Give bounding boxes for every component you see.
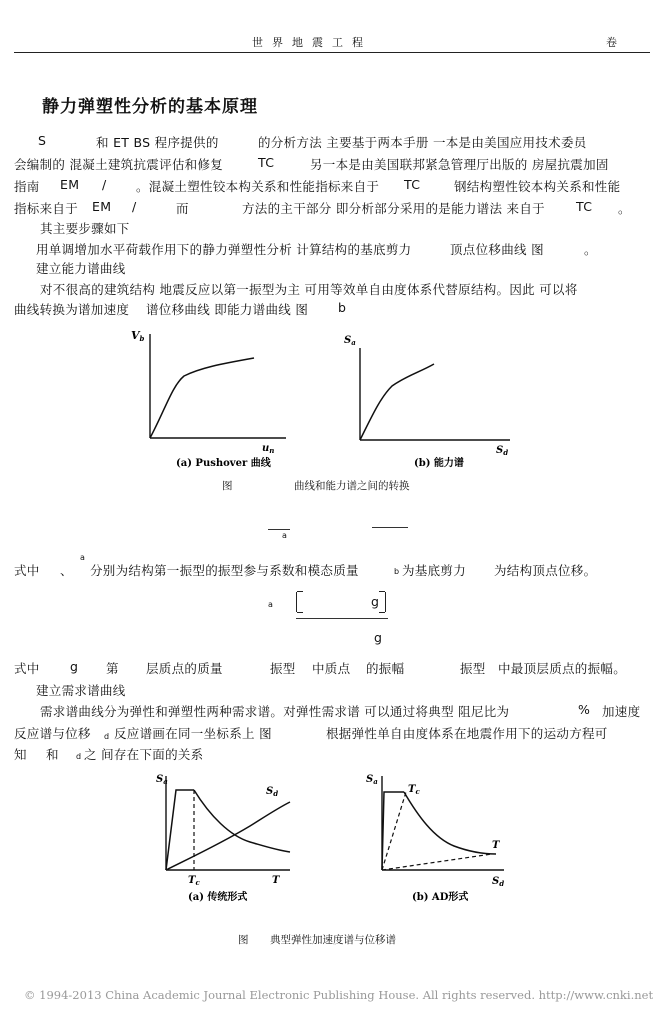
volume-label: 卷: [606, 36, 617, 49]
text-know: 知: [14, 747, 27, 762]
text-accel: 加速度: [602, 704, 641, 719]
text-di: 第: [106, 661, 119, 676]
text-and: 而: [176, 201, 189, 216]
text-p5-l2c: 根据弹性单自由度体系在地震作用下的运动方程可: [326, 726, 608, 741]
un-label: $u_n$: [262, 443, 275, 455]
sa-label: $S_a$: [156, 774, 168, 786]
sa-curve: [194, 790, 290, 852]
vb-label: Vb: [131, 329, 145, 343]
sd-curve: [166, 802, 290, 870]
text-p5-l2b: 反应谱画在同一坐标系上 图: [114, 726, 272, 741]
text-where: 式中: [14, 563, 40, 578]
sd-curve-label: $S_d$: [266, 786, 279, 798]
text-mass: 层质点的质量: [146, 661, 223, 676]
tc-period-line: [382, 792, 406, 870]
sa-label: $S_a$: [344, 335, 356, 347]
text-from: 指标来自于: [14, 201, 79, 216]
text-g: g: [70, 659, 79, 674]
running-header: 世界地震工程: [252, 36, 372, 49]
t-label: T: [492, 840, 500, 851]
text-comma: 、: [60, 563, 73, 578]
text-where: 式中: [14, 661, 40, 676]
text-p2-l1: 对不很高的建筑结构 地震反应以第一振型为主 可用等效单自由度体系代替原结构。因此 可以将: [40, 282, 578, 297]
text-mode: 振型: [270, 661, 296, 676]
figure-1b-capacity-spectrum: [344, 335, 510, 469]
bracket-right: [379, 591, 385, 613]
figure-2: [100, 766, 530, 916]
text-relation: 之 间存在下面的关系: [84, 747, 204, 762]
text-method: 的分析方法 主要基于两本手册 一本是由美国应用技术委员: [258, 135, 587, 150]
fraction-bar: [372, 527, 408, 528]
figure-1: [120, 320, 540, 480]
text-percent: %: [578, 702, 591, 717]
eq-subscript: a: [282, 531, 287, 540]
caption-text: 典型弹性加速度谱与位移谱: [270, 934, 396, 946]
text-top-amplitude: 中最顶层质点的振幅。: [498, 661, 627, 676]
tc-label: $T_c$: [188, 875, 200, 887]
text-sub-d: d: [104, 732, 110, 741]
eq-g-num: g: [371, 594, 380, 609]
figure-2b-ad-form: [366, 774, 504, 903]
bracket-left: [297, 591, 303, 613]
caption-fig: 图: [238, 934, 249, 946]
text-etabs: 和 ET BS 程序提供的: [96, 135, 219, 150]
ad-plateau: [382, 792, 404, 870]
text-slash: /: [102, 177, 107, 192]
text-base-shear: 为基底剪力: [402, 563, 467, 578]
text-s: S: [38, 133, 47, 148]
sd-label: $S_d$: [492, 876, 505, 888]
text-mode: 振型: [460, 661, 486, 676]
figure-1a-pushover-curve: [131, 329, 286, 469]
text-tc: TC: [576, 199, 593, 214]
figure-2b-caption: (b) AD形式: [412, 892, 469, 903]
text-period: 。: [584, 242, 597, 257]
copyright-footer: © 1994-2013 China Academic Journal Electronic Publishing House. All rights reserved. http://www.cnki.net: [24, 988, 654, 1002]
sd-label: $S_d$: [496, 445, 509, 457]
caption-fig: 图: [222, 480, 233, 492]
text-guide: 指南: [14, 179, 40, 194]
text-tc: TC: [258, 155, 275, 170]
t-label: T: [272, 875, 280, 886]
tc-label: $T_c$: [408, 784, 420, 796]
header-rule: [14, 52, 650, 53]
text-p5-l1a: 需求谱曲线分为弹性和弹塑性两种需求谱。对弹性需求谱 可以通过将典型 阻尼比为: [40, 704, 510, 719]
text-p5-l2a: 反应谱与位移: [14, 726, 91, 741]
text-capacity-spectrum: 方法的主干部分 即分析部分采用的是能力谱法 来自于: [242, 201, 545, 216]
steps-intro: 其主要步骤如下: [40, 221, 130, 236]
capacity-curve: [360, 364, 434, 440]
text-p2-l2a: 曲线转换为谱加速度: [14, 302, 130, 317]
text-point: 中质点: [312, 661, 351, 676]
text-fema-manual: 另一本是由美国联邦紧急管理厅出版的 房屋抗震加固: [310, 157, 609, 172]
text-amplitude: 的振幅: [366, 661, 405, 676]
text-sub-a: a: [80, 553, 85, 562]
bracket: [296, 592, 386, 612]
text-sub-d: d: [76, 752, 82, 761]
figure-1b-caption: (b) 能力谱: [414, 458, 464, 469]
figure-1a-caption: (a) Pushover 曲线: [176, 458, 271, 469]
section-title: 静力弹塑性分析的基本原理: [42, 97, 258, 117]
text-sub-b: b: [394, 567, 400, 576]
caption-text: 曲线和能力谱之间的转换: [294, 480, 410, 492]
fraction-bar: [296, 618, 388, 619]
text-steel-hinge: 钢结构塑性铰本构关系和性能: [454, 179, 621, 194]
eq-subscript: a: [268, 600, 273, 609]
text-participation: 分别为结构第一振型的振型参与系数和模态质量: [90, 563, 359, 578]
step-3-heading: 建立需求谱曲线: [36, 683, 126, 698]
text-p2-l2c: b: [338, 300, 347, 315]
t-period-line: [382, 854, 492, 870]
text-roof-disp: 为结构顶点位移。: [494, 563, 597, 578]
figure-2a-conventional-form: [156, 774, 290, 903]
step-2-heading: 建立能力谱曲线: [36, 261, 126, 276]
fraction-bar: [268, 529, 290, 530]
text-atc-manual: 会编制的 混凝土建筑抗震评估和修复: [14, 157, 224, 172]
text-slash: /: [132, 199, 137, 214]
sa-label: $S_a$: [366, 774, 378, 786]
text-em: EM: [60, 177, 80, 192]
text-tc: TC: [404, 177, 421, 192]
eq-g-den: g: [374, 630, 383, 645]
text-step1: 用单调增加水平荷载作用下的静力弹塑性分析 计算结构的基底剪力: [36, 242, 412, 257]
pushover-curve: [150, 358, 254, 438]
text-concrete-hinge: 。混凝土塑性铰本构关系和性能指标来自于: [136, 179, 380, 194]
text-p2-l2b: 谱位移曲线 即能力谱曲线 图: [146, 302, 309, 317]
ad-curve: [404, 792, 496, 854]
text-period: 。: [618, 201, 631, 216]
text-and: 和: [46, 747, 59, 762]
figure-2a-caption: (a) 传统形式: [188, 892, 248, 903]
text-step1-fig: 顶点位移曲线 图: [450, 242, 544, 257]
text-em: EM: [92, 199, 112, 214]
